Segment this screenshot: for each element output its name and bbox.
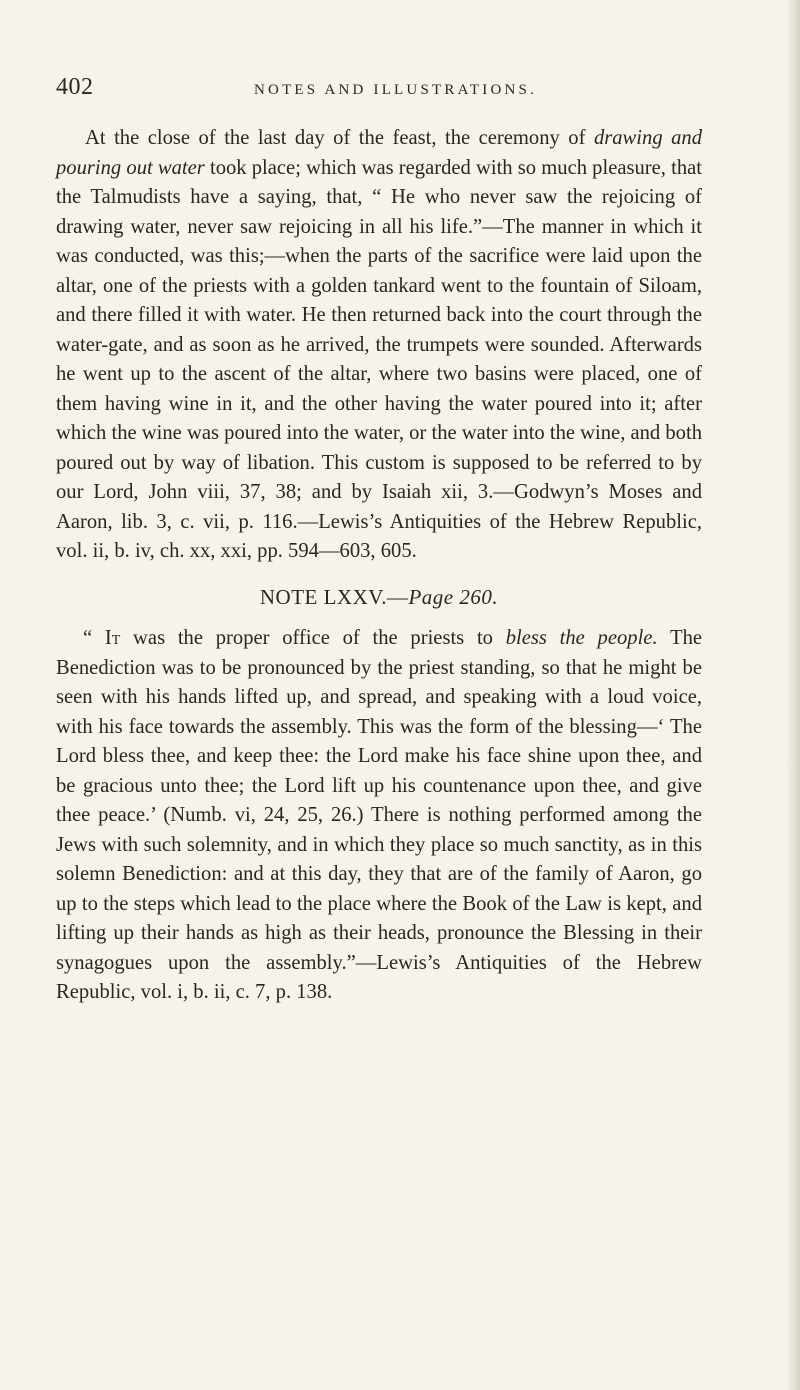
paragraph-text: The Benediction was to be pronounced by the priest standing, so that he might be seen with his hands lifted up, and spread, and speaking with a loud voice, with his face towards the assembly. This was the form of the blessing—‘ The Lord bless thee, and keep thee: the Lord make his face shine upon thee, and be gracious unto thee; the Lord lift up his countenance upon thee, and give thee peace.’ (Numb. vi, 24, 25, 26.) There is nothing performed among the Jews with such solemnity, and in which they place so much sanctity, as in this solemn Benediction: and at this day, they that are of the family of Aaron, go up to the steps which lead to the place where the Book of the Law is kept, and lifting up their hands as high as their heads, pronounce the Blessing in their synagogues upon the assembly.”—Lewis’s Antiquities of the Hebrew Republic, vol. i, b. ii, c. 7, p. 138. (56, 627, 703, 1003)
running-head: NOTES AND ILLUSTRATIONS. (254, 82, 538, 98)
page-header (56, 68, 696, 108)
note-label: NOTE LXXV.— (259, 584, 409, 609)
paragraph-text: At the close of the last day of the feast, the ceremony of (85, 127, 594, 149)
page-edge-shadow (786, 0, 800, 1390)
paragraph-text: was the proper office of the priests to (120, 627, 506, 649)
body-text (56, 124, 702, 1008)
italic-phrase: drawing and pouring out water (56, 127, 702, 179)
page-number: 402 (56, 74, 94, 100)
italic-phrase: bless the people. (505, 627, 658, 649)
paragraph-water-ceremony (56, 124, 702, 567)
first-word: It (104, 627, 121, 649)
note-heading (56, 583, 702, 613)
open-quote: “ (83, 627, 105, 649)
note-page-reference: Page 260. (408, 584, 499, 609)
paragraph-benediction (56, 624, 702, 1008)
paragraph-text: took place; which was regarded with so much pleasure, that the Talmudists have a saying, that, “ He who never saw the rejoicing of drawing water, never saw rejoicing in all his life.”—The manner in which it was conducted, was this;—when the parts of the sacrifice were laid upon the altar, one of the priests with a golden tankard went to the fountain of Siloam, and there filled it with water. He then returned back into the court through the water-gate, and as soon as he arrived, the trumpets were sounded. Afterwards he went up to the ascent of the altar, where two basins were placed, one of them having wine in it, and the other having the water poured into it; after which the wine was poured into the water, or the water into the wine, and both poured out by way of libation. This custom is supposed to be referred to by our Lord, John viii, 37, 38; and by Isaiah xii, 3.—Godwyn’s Moses and Aaron, lib. 3, c. vii, p. 116.—Lewis’s Antiquities of the Hebrew Republic, vol. ii, b. iv, ch. xx, xxi, pp. 594—603, 605. (56, 156, 702, 562)
